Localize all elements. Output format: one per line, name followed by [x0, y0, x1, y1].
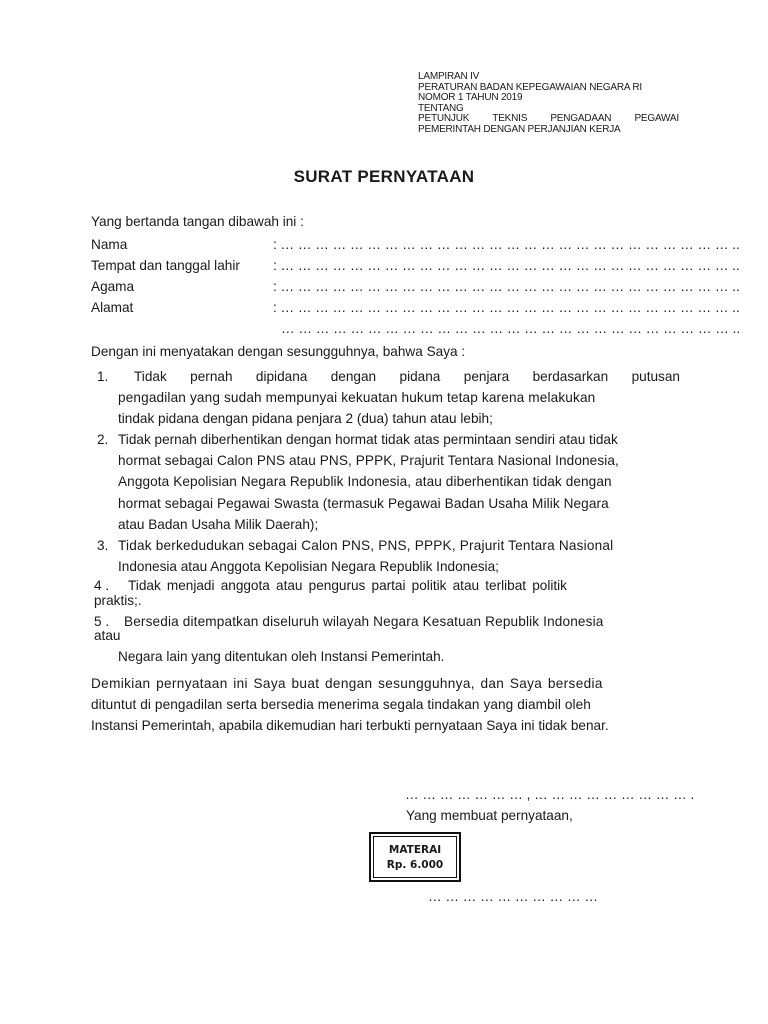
field-label-alamat: Alamat — [91, 300, 134, 315]
item-4-line-2: praktis;. — [94, 593, 142, 608]
signature-name-dots: … … … … … … … … … … — [428, 889, 598, 904]
statement-intro: Dengan ini menyatakan dengan sesungguhnya, bahwa Saya : — [91, 344, 466, 359]
closing-line-2: dituntut di pengadilan serta bersedia menerima segala tindakan yang diambil oleh — [91, 697, 591, 712]
item-5-line-3: Negara lain yang ditentukan oleh Instansi Pemerintah. — [118, 649, 445, 664]
closing-line-3: Instansi Pemerintah, apabila dikemudian hari terbukti pernyataan Saya ini tidak benar. — [91, 718, 609, 733]
item-4-number: 4 . — [94, 578, 110, 593]
materai-label: MATERAI — [388, 844, 442, 856]
field-dots-nama: : … … … … … … … … … … … … … … … … … … … … … … … … … … .. — [273, 237, 740, 252]
header-line-6: PEMERINTAH DENGAN PERJANJIAN KERJA — [418, 123, 621, 135]
item-2-line-3: Anggota Kepolisian Negara Republik Indonesia, atau diberhentikan tidak dengan — [118, 474, 612, 489]
field-dots-agama: : … … … … … … … … … … … … … … … … … … … … … … … … … … .. — [273, 279, 740, 294]
field-dots-alamat: : … … … … … … … … … … … … … … … … … … … … … … … … … … .. — [273, 300, 740, 315]
item-5-line-1: Bersedia ditempatkan diseluruh wilayah Negara Kesatuan Republik Indonesia — [124, 614, 604, 629]
item-3-line-2: Indonesia atau Anggota Kepolisian Negara Republik Indonesia; — [118, 559, 499, 574]
header-line-1: LAMPIRAN IV — [418, 71, 480, 82]
header-line-5: PETUNJUK TEKNIS PENGADAAN PEGAWAI — [418, 113, 679, 124]
item-2-line-4: hormat sebagai Pegawai Swasta (termasuk Pegawai Badan Usaha Milik Negara — [118, 496, 609, 511]
intro-text: Yang bertanda tangan dibawah ini : — [91, 214, 304, 229]
field-dots-ttl: : … … … … … … … … … … … … … … … … … … … … … … … … … … .. — [273, 258, 740, 273]
item-2-line-5: atau Badan Usaha Milik Daerah); — [118, 517, 319, 532]
item-1-line-1: Tidak pernah dipidana dengan pidana penjara berdasarkan putusan — [134, 369, 680, 384]
header-line-3: NOMOR 1 TAHUN 2019 — [418, 92, 523, 103]
field-dots-alamat-line2: … … … … … … … … … … … … … … … … … … … … … … … … … … .. — [281, 321, 741, 336]
closing-line-1: Demikian pernyataan ini Saya buat dengan sesungguhnya, dan Saya bersedia — [91, 676, 603, 691]
item-2-line-1: Tidak pernah diberhentikan dengan hormat tidak atas permintaan sendiri atau tidak — [118, 432, 618, 447]
item-1-line-3: tindak pidana dengan pidana penjara 2 (dua) tahun atau lebih; — [118, 411, 493, 426]
field-label-nama: Nama — [91, 237, 128, 252]
field-label-ttl: Tempat dan tanggal lahir — [91, 258, 240, 273]
item-3-number: 3. — [97, 538, 109, 553]
signature-caption: Yang membuat pernyataan, — [406, 808, 573, 823]
item-1-number: 1. — [97, 369, 109, 384]
item-4-line-1: Tidak menjadi anggota atau pengurus partai politik atau terlibat politik — [128, 578, 567, 593]
document-header — [418, 72, 679, 135]
document-title: SURAT PERNYATAAN — [293, 167, 475, 186]
materai-stamp-box — [369, 832, 461, 882]
item-5-line-2: atau — [94, 628, 121, 643]
header-line-2: PERATURAN BADAN KEPEGAWAIAN NEGARA RI — [418, 81, 642, 93]
item-2-number: 2. — [97, 432, 109, 447]
signature-place-date: … … … … … … … , … … … … … … … … … . — [405, 787, 695, 802]
item-5-number: 5 . — [94, 614, 110, 629]
field-label-agama: Agama — [91, 279, 135, 294]
materai-value: Rp. 6.000 — [386, 859, 444, 871]
item-3-line-1: Tidak berkedudukan sebagai Calon PNS, PNS, PPPK, Prajurit Tentara Nasional — [118, 538, 614, 553]
item-2-line-2: hormat sebagai Calon PNS atau PNS, PPPK, Prajurit Tentara Nasional Indonesia, — [118, 453, 619, 468]
header-line-4: TENTANG — [418, 102, 464, 114]
item-1-line-2: pengadilan yang sudah mempunyai kekuatan hukum tetap karena melakukan — [118, 390, 596, 405]
